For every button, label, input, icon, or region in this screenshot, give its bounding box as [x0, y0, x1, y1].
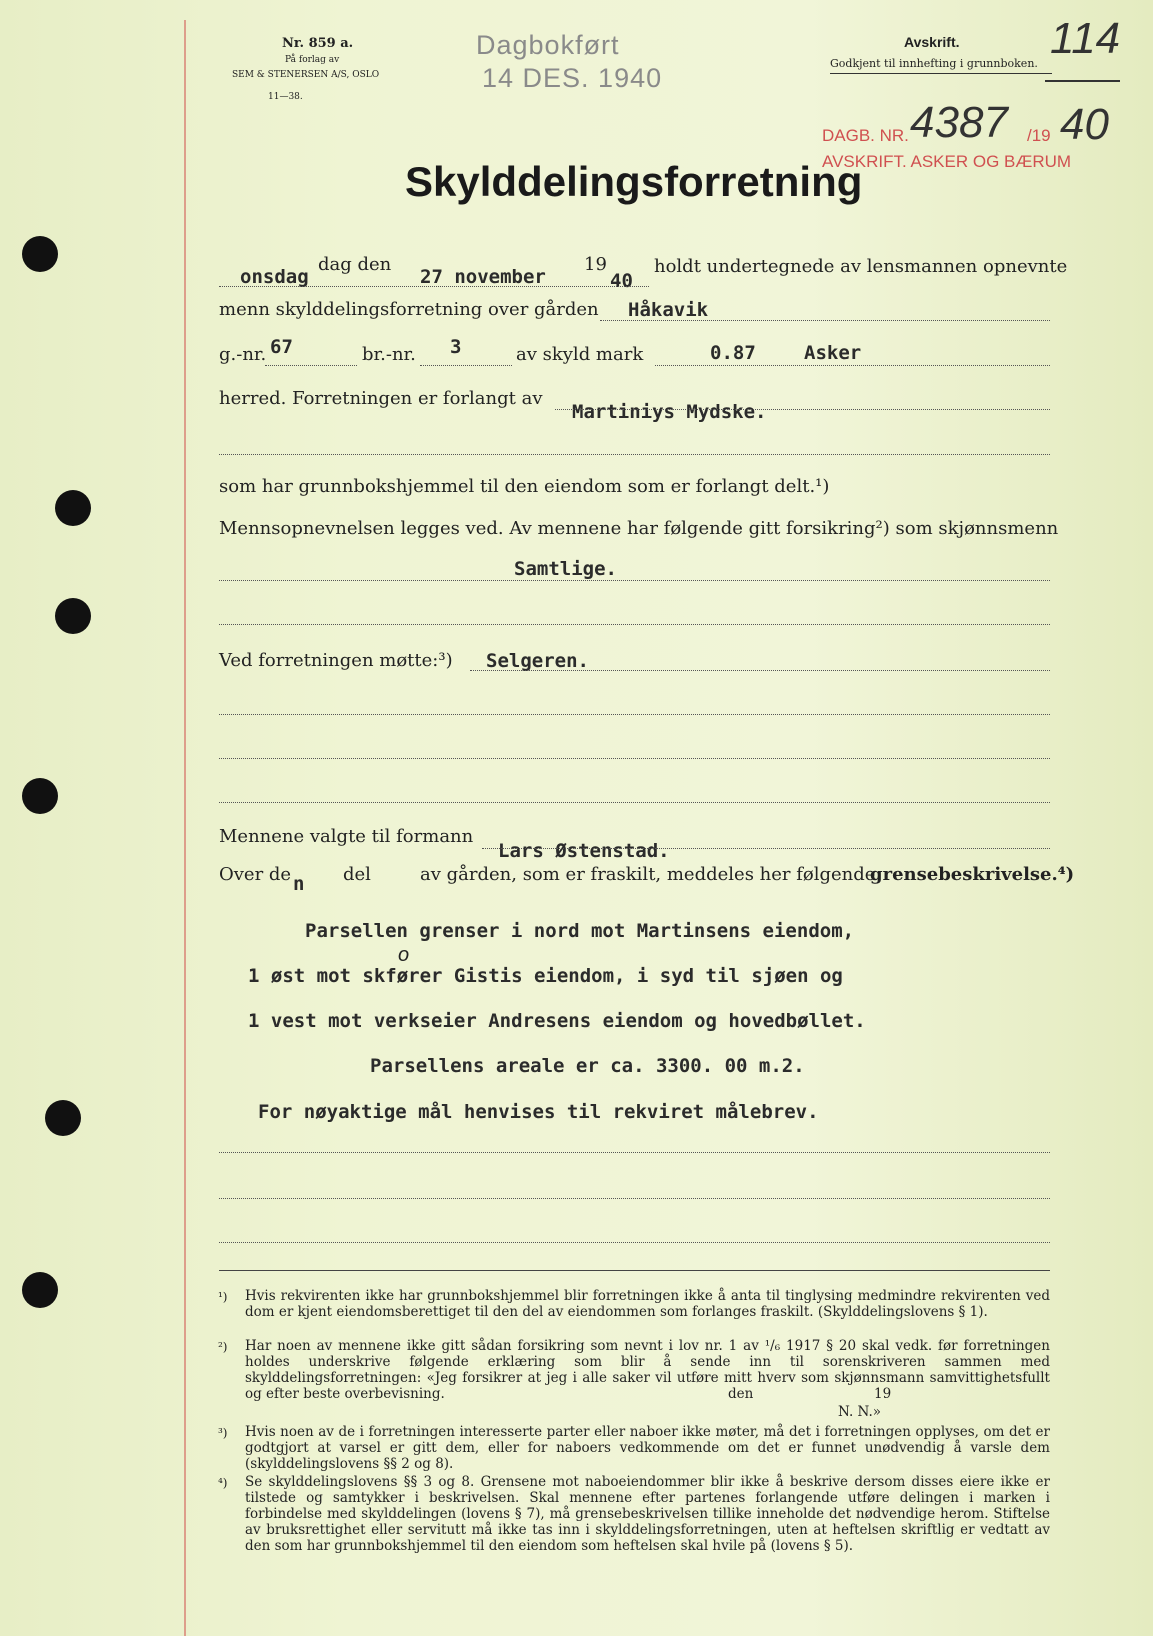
mennsop-text: Mennsopnevnelsen legges ved. Av mennene har følgende gitt forsikring²) som skjønnsmenn	[219, 518, 1059, 539]
red-stamp: AVSKRIFT. ASKER OG BÆRUM	[822, 152, 1072, 171]
gnr-label: g.-nr.	[219, 344, 267, 365]
punch-hole	[22, 1272, 58, 1308]
herred-typed: Asker	[804, 342, 862, 364]
footnote2-year: 19	[874, 1386, 892, 1402]
over-den-label: Over de	[219, 864, 292, 885]
dotted-line	[219, 1242, 1050, 1243]
description-line: Parsellen grenser i nord mot Martinsens eiendom,	[305, 920, 855, 942]
menn-text: menn skylddelingsforretning over gården	[219, 299, 599, 320]
skyld-label: av skyld mark	[516, 344, 644, 365]
dotted-line	[219, 624, 1050, 625]
dotted-line	[219, 580, 1050, 581]
dagbokfort-stamp: Dagbokført	[476, 30, 620, 60]
description-line: 1 vest mot verkseier Andresens eiendom og hovedbøllet.	[248, 1010, 866, 1032]
farm-name-typed: Håkavik	[628, 299, 709, 321]
skyld-value-typed: 0.87	[710, 342, 756, 364]
stamp-date: 14 DES. 1940	[482, 63, 663, 93]
dotted-line	[470, 670, 1050, 671]
footnote-text: Hvis rekvirenten ikke har grunnbokshjemmel blir forretningen ikke å anta til tinglysing medmindre rekvirenten ved dom er kjent eiendomsberettiget til den del av eiendommen som forlanges fraskilt. (Skylddelingslovens § 1).	[245, 1288, 1050, 1320]
dotted-line	[219, 1198, 1050, 1199]
publisher-line2: SEM & STENERSEN A/S, OSLO	[232, 70, 380, 80]
holdt-text: holdt undertegnede av lensmannen opnevnte	[654, 256, 1068, 277]
form-date: 11—38.	[268, 92, 303, 102]
samtlige-typed: Samtlige.	[514, 558, 617, 580]
description-line: 1 øst mot skfører Gistis eiendom, i syd til sjøen og	[248, 965, 843, 987]
avskrift-label: Avskrift.	[904, 34, 960, 50]
footnote-number: ¹)	[218, 1290, 228, 1304]
dag-den-label: dag den	[318, 254, 392, 275]
dotted-line	[219, 758, 1050, 759]
motte-value-typed: Selgeren.	[486, 650, 589, 672]
footnote-number: ²)	[218, 1340, 228, 1354]
gnr-value-typed: 67	[270, 336, 293, 358]
page-number-underline	[1045, 80, 1120, 82]
dotted-line	[600, 320, 1050, 321]
page-number-handwritten: 114	[1050, 14, 1121, 63]
brnr-value-typed: 3	[450, 336, 462, 358]
punch-hole	[22, 236, 58, 272]
dotted-line	[219, 1152, 1050, 1153]
footnote-text: Se skylddelingslovens §§ 3 og 8. Grensene mot naboeiendommer blir ikke å beskrive dersom disses eiere ikke er tilstede og samtykker i beskrivelsen. Skal mennene efter partenes forlangende utføre delingen i marken i forbindelse med skylddelingen (lovens § 7), må grensebeskrivelsen tillike inneholde det nødvendige herom. Stiftelse av bruksrettighet eller servitutt må ikke tas inn i skylddelingsforretningen, uten at heftelsen skriftlig er vedtatt av den som har grunnbokshjemmel til den eiendom som heftelsen skal hvile på (lovens § 5).	[245, 1474, 1050, 1554]
footnote2-sign: N. N.»	[838, 1404, 882, 1420]
dagb-year-handwritten: 40	[1060, 100, 1109, 149]
del-label: del	[343, 864, 371, 885]
dagb-number-handwritten: 4387	[910, 98, 1008, 147]
punch-hole	[22, 778, 58, 814]
godkjent-underline	[830, 73, 1052, 74]
dotted-line	[555, 409, 1050, 410]
dotted-line	[219, 454, 1050, 455]
punch-hole	[55, 490, 91, 526]
description-line: Parsellens areale er ca. 3300. 00 m.2.	[370, 1055, 805, 1077]
footnote-text: Har noen av mennene ikke gitt sådan forsikring som nevnt i lov nr. 1 av ¹/₆ 1917 § 20 skal vedk. før forretningen holdes underskrive følgende erklæring som blir å sende inn til sorenskriveren sammen med skylddelingsforretningen: «Jeg forsikrer at jeg i alle saker vil utføre mitt hverv som skjønnsmann samvittighetsfullt og efter beste overbevisning.	[245, 1338, 1050, 1402]
dagb-label: DAGB. NR.	[822, 126, 909, 145]
formann-label: Mennene valgte til formann	[219, 826, 474, 847]
dotted-line	[219, 286, 649, 287]
year-typed: 40	[610, 270, 633, 292]
dagb-year-prefix: /19	[1027, 126, 1051, 145]
footnote-number: ⁴)	[218, 1476, 228, 1490]
document-title: Skylddelingsforretning	[405, 158, 863, 205]
weekday-typed: onsdag	[240, 266, 309, 288]
handwritten-insert: o	[398, 944, 410, 966]
form-number: Nr. 859 a.	[282, 36, 354, 51]
dotted-line	[420, 365, 512, 366]
footnote-separator	[219, 1270, 1050, 1271]
herred-text: herred. Forretningen er forlangt av	[219, 388, 543, 409]
brnr-label: br.-nr.	[362, 344, 416, 365]
requester-typed: Martiniys Mydske.	[572, 401, 767, 423]
dotted-line	[482, 848, 1050, 849]
fraskilt-text: av gården, som er fraskilt, meddeles her følgende	[420, 864, 876, 885]
description-line: For nøyaktige mål henvises til rekviret målebrev.	[258, 1101, 819, 1123]
dotted-line	[655, 365, 1050, 366]
punch-hole	[55, 598, 91, 634]
margin-line	[184, 20, 186, 1636]
punch-hole	[45, 1100, 81, 1136]
dotted-line	[219, 714, 1050, 715]
grunnbok-text: som har grunnbokshjemmel til den eiendom som er forlangt delt.¹)	[219, 476, 830, 497]
dotted-line	[219, 802, 1050, 803]
footnote-number: ³)	[218, 1426, 228, 1440]
formann-value-typed: Lars Østenstad.	[498, 840, 670, 862]
footnote2-den: den	[728, 1386, 754, 1402]
publisher-line1: På forlag av	[285, 55, 340, 65]
date-typed: 27 november	[420, 266, 546, 288]
footnote-text: Hvis noen av de i forretningen interesserte parter eller naboer ikke møter, må det i forretningen opplyses, om det er godtgjort at varsel er gitt dem, eller for naboers vedkommende om det er funnet unødvendig å varsle dem (skylddelingslovens §§ 2 og 8).	[245, 1424, 1050, 1472]
over-den-typed-n: n	[293, 873, 305, 895]
year-prefix: 19	[584, 254, 607, 275]
dotted-line	[265, 365, 357, 366]
grensebeskrivelse-label: grensebeskrivelse.⁴)	[870, 864, 1075, 885]
godkjent-text: Godkjent til innhefting i grunnboken.	[830, 57, 1038, 70]
motte-label: Ved forretningen møtte:³)	[219, 650, 453, 671]
